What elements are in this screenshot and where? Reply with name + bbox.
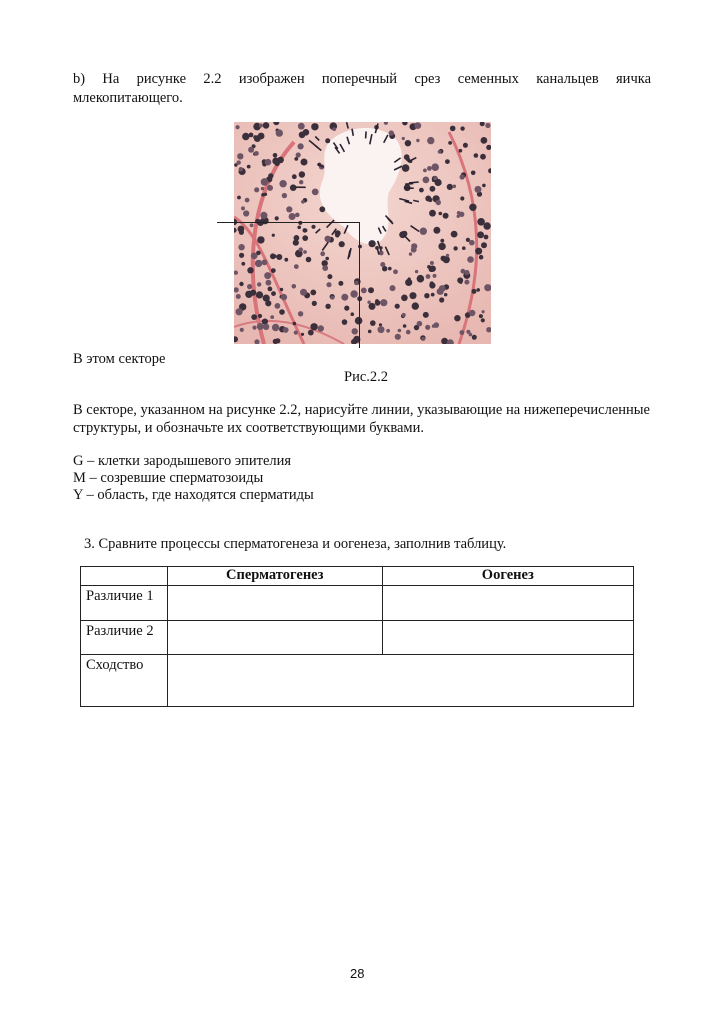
table-row — [81, 621, 634, 655]
intro-word: 2.2 — [203, 71, 222, 87]
row-label-similarity: Сходство — [81, 655, 168, 707]
intro-word: яичка — [616, 71, 651, 87]
row-label-difference-1: Различие 1 — [81, 586, 168, 621]
header-empty — [81, 567, 168, 586]
intro-line-2: млекопитающего. — [73, 90, 183, 106]
legend-item-m: M – созревшие сперматозоиды — [73, 470, 264, 486]
sector-label: В этом секторе — [73, 351, 166, 367]
cell-difference-2-oogenesis[interactable] — [382, 621, 633, 655]
legend-item-y: Y – область, где находятся сперматиды — [73, 487, 314, 503]
cell-difference-1-spermatogenesis[interactable] — [167, 586, 382, 621]
intro-word: канальцев — [536, 71, 599, 87]
legend-item-g: G – клетки зародышевого эпителия — [73, 453, 292, 469]
intro-word: поперечный — [321, 71, 398, 87]
intro-word: b) — [73, 71, 86, 87]
instruction-line-2: структуры, и обозначьте их соответствующими буквами. — [73, 420, 424, 436]
table-header-row — [81, 567, 634, 586]
intro-word: рисунке — [136, 71, 187, 87]
table-row — [81, 655, 634, 707]
page-number: 28 — [350, 966, 365, 981]
cell-difference-2-spermatogenesis[interactable] — [167, 621, 382, 655]
cell-difference-1-oogenesis[interactable] — [382, 586, 633, 621]
sector-marker-horizontal — [217, 222, 360, 223]
intro-word: семенных — [457, 71, 519, 87]
figure-caption: Рис.2.2 — [344, 369, 389, 385]
intro-line-1 — [73, 70, 651, 88]
sector-marker-vertical — [359, 222, 360, 348]
header-spermatogenesis: Сперматогенез — [167, 567, 382, 586]
task-3-title: 3. Сравните процессы сперматогенеза и оогенеза, заполнив таблицу. — [84, 536, 507, 552]
intro-word: срез — [414, 71, 441, 87]
table-row — [81, 586, 634, 621]
comparison-table — [80, 566, 634, 707]
seminiferous-tubule-micrograph — [234, 122, 491, 344]
intro-word: На — [102, 71, 120, 87]
cell-similarity[interactable] — [167, 655, 633, 707]
row-label-difference-2: Различие 2 — [81, 621, 168, 655]
instruction-line-1: В секторе, указанном на рисунке 2.2, нарисуйте линии, указывающие на нижеперечисленные — [73, 402, 650, 418]
intro-word: изображен — [238, 71, 305, 87]
header-oogenesis: Оогенез — [382, 567, 633, 586]
